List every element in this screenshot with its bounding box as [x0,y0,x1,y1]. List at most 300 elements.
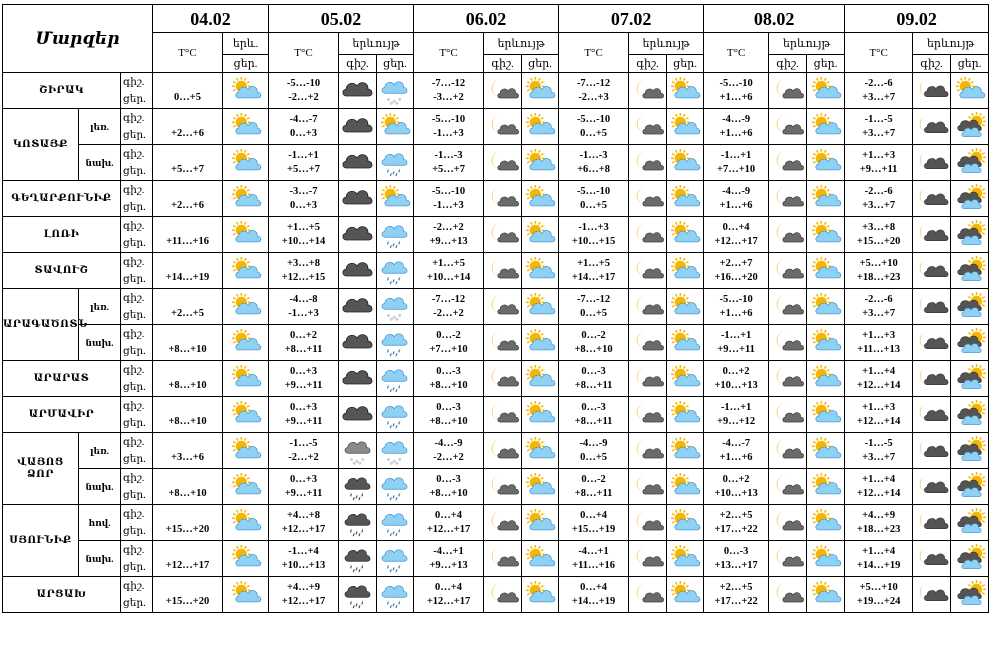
sun-cloud-dark-icon [953,508,987,538]
weather-cell [339,109,377,145]
moon-cloud-dark-icon [915,544,949,574]
time-of-day: գիշ. ցեր. [121,73,153,109]
sun-cloud-icon [229,76,263,106]
subregion-name: նախ. [79,325,121,361]
temp-cell: +3…+6 [153,433,223,469]
cloud-rain-snow-icon [378,148,412,178]
cloud-rain-icon [378,328,412,358]
region-name: ԳԵՂԱՐՔՈՒՆԻՔ [3,181,121,217]
weather-cell [522,217,559,253]
moon-cloud-icon [486,292,520,322]
sun-cloud-icon [523,112,557,142]
weather-cell [377,325,414,361]
moon-cloud-dark-icon [915,472,949,502]
sun-cloud-icon [668,256,702,286]
temp-cell: -5…-10 +1…+6 [704,73,769,109]
sun-cloud-icon [229,220,263,250]
region-name: ՇԻՐԱԿ [3,73,121,109]
weather-cell [223,253,269,289]
moon-cloud-icon [631,436,665,466]
weather-cell [807,217,845,253]
temp-cell: +1…+5 +14…+17 [559,253,629,289]
weather-cell [667,397,704,433]
sun-cloud-icon [668,148,702,178]
temp-cell: +1…+4 +14…+19 [845,541,913,577]
sun-cloud-icon [809,292,843,322]
sun-cloud-icon [229,148,263,178]
weather-cell [807,325,845,361]
sun-cloud-icon [523,76,557,106]
sun-cloud-dark-icon [953,400,987,430]
temp-cell: -1…+3 +10…+15 [559,217,629,253]
sky-header: երևույթ [913,33,989,55]
weather-cell [667,217,704,253]
weather-cell [913,145,951,181]
moon-cloud-icon [771,400,805,430]
weather-cell [223,577,269,613]
weather-cell [484,325,522,361]
weather-cell [377,217,414,253]
weather-cell [769,145,807,181]
moon-cloud-icon [631,292,665,322]
weather-cell [913,289,951,325]
weather-cell [667,505,704,541]
sun-cloud-icon [668,544,702,574]
temp-unit-header: T°C [269,33,339,73]
weather-cell [913,73,951,109]
table-row [3,181,989,217]
sun-cloud-dark-icon [953,472,987,502]
temp-cell: 0…+2 +10…+13 [704,469,769,505]
table-row [3,577,989,613]
table-row [3,289,989,325]
weather-cell [484,109,522,145]
temp-cell: +4…+9 +12…+17 [269,577,339,613]
sun-cloud-icon [229,436,263,466]
sun-cloud-icon [668,364,702,394]
temp-cell: -1…-3 +6…+8 [559,145,629,181]
moon-cloud-icon [631,76,665,106]
moon-cloud-dark-icon [915,364,949,394]
temp-cell: -5…-10 0…+5 [559,109,629,145]
cloud-dark-rain-icon [341,472,375,502]
moon-cloud-icon [486,148,520,178]
temp-cell: 0…+3 +9…+11 [269,469,339,505]
weather-cell [223,145,269,181]
table-row [3,541,989,577]
time-of-day: գիշ. ցեր. [121,217,153,253]
temp-cell: -2…-6 +3…+7 [845,181,913,217]
day-header: ցեր. [377,55,414,73]
moon-cloud-dark-icon [915,580,949,610]
weather-cell [522,73,559,109]
subregion-name: լեռ. [79,433,121,469]
weather-cell [377,541,414,577]
sun-cloud-icon [809,184,843,214]
weather-cell [951,217,989,253]
sun-cloud-icon [523,220,557,250]
weather-cell [629,73,667,109]
cloud-dark-icon [341,112,375,142]
weather-cell [484,361,522,397]
temp-cell: +15…+20 [153,577,223,613]
night-header: գիշ. [769,55,807,73]
region-name: ԿՈՏԱՅՔ [3,109,79,181]
weather-cell [769,217,807,253]
weather-cell [522,469,559,505]
sun-cloud-icon [668,220,702,250]
time-of-day: գիշ. ցեր. [121,541,153,577]
sun-cloud-dark-icon [953,220,987,250]
region-name: ԼՈՌԻ [3,217,121,253]
sun-cloud-icon [809,256,843,286]
weather-cell [951,325,989,361]
sun-cloud-icon [523,436,557,466]
weather-cell [223,505,269,541]
moon-cloud-dark-icon [915,508,949,538]
moon-cloud-icon [631,112,665,142]
temp-cell: +5…+7 [153,145,223,181]
moon-cloud-icon [771,472,805,502]
moon-cloud-dark-icon [915,400,949,430]
weather-cell [629,109,667,145]
moon-cloud-icon [486,220,520,250]
weather-cell [223,469,269,505]
temp-cell: 0…+4 +14…+19 [559,577,629,613]
time-of-day: գիշ. ցեր. [121,505,153,541]
moon-cloud-icon [486,328,520,358]
weather-cell [667,577,704,613]
cloud-snow-icon [378,76,412,106]
weather-cell [951,469,989,505]
weather-cell [913,325,951,361]
day-header: ցեր. [522,55,559,73]
weather-cell [807,361,845,397]
moon-cloud-icon [486,472,520,502]
weather-cell [522,361,559,397]
temp-cell: +1…+3 +11…+13 [845,325,913,361]
moon-cloud-icon [486,508,520,538]
cloud-dark-icon [341,400,375,430]
sun-cloud-icon [523,580,557,610]
weather-cell [339,217,377,253]
moon-cloud-icon [771,544,805,574]
weather-cell [377,73,414,109]
weather-cell [223,73,269,109]
temp-cell: -4…-9 0…+5 [559,433,629,469]
table-row [3,73,989,109]
sun-cloud-icon [523,292,557,322]
weather-cell [484,433,522,469]
weather-cell [522,577,559,613]
night-header: գիշ. [629,55,667,73]
weather-cell [913,541,951,577]
cloud-dark-rain-icon [341,508,375,538]
subregion-name: նախ. [79,145,121,181]
table-row [3,469,989,505]
weather-cell [484,577,522,613]
weather-cell [807,109,845,145]
weather-cell [629,217,667,253]
temp-cell: 0…+2 +8…+11 [269,325,339,361]
table-row [3,433,989,469]
temp-cell: -5…-10 0…+5 [559,181,629,217]
sun-cloud-dark-icon [953,436,987,466]
day-header: ցեր. [951,55,989,73]
moon-cloud-icon [771,184,805,214]
weather-cell [223,325,269,361]
temp-cell: -4…-9 +1…+6 [704,109,769,145]
weather-cell [951,541,989,577]
sun-cloud-icon [809,112,843,142]
weather-cell [667,433,704,469]
weather-cell [667,325,704,361]
weather-cell [339,433,377,469]
temp-cell: +8…+10 [153,469,223,505]
weather-cell [339,325,377,361]
moon-cloud-dark-icon [915,436,949,466]
temp-cell: 0…-3 +8…+10 [414,361,484,397]
night-header: գիշ. [339,55,377,73]
moon-cloud-icon [771,580,805,610]
sun-cloud-dark-icon [953,580,987,610]
temp-cell: +14…+19 [153,253,223,289]
sun-cloud-dark-icon [953,364,987,394]
sun-cloud-icon [523,256,557,286]
sun-cloud-icon [668,580,702,610]
weather-cell [484,73,522,109]
moon-cloud-icon [771,220,805,250]
weather-cell [667,289,704,325]
sun-cloud-dark-icon [953,292,987,322]
temp-cell: +2…+7 +16…+20 [704,253,769,289]
sun-cloud-icon [523,328,557,358]
sun-cloud-dark-icon [953,328,987,358]
cloud-dark-icon [341,148,375,178]
moon-cloud-icon [631,400,665,430]
moon-cloud-dark-icon [915,148,949,178]
moon-cloud-icon [771,508,805,538]
temp-cell: 0…-3 +8…+10 [414,397,484,433]
weather-cell [339,253,377,289]
cloud-snow-icon [378,436,412,466]
temp-cell: +2…+5 +17…+22 [704,577,769,613]
weather-cell [339,361,377,397]
weather-cell [522,253,559,289]
temp-cell: -4…-9 -2…+2 [414,433,484,469]
weather-cell [769,253,807,289]
sun-cloud-icon [809,508,843,538]
moon-cloud-icon [771,148,805,178]
temp-cell: +8…+10 [153,397,223,433]
subregion-name: հով. [79,505,121,541]
temp-cell: 0…+5 [153,73,223,109]
moon-cloud-icon [631,220,665,250]
moon-cloud-icon [486,184,520,214]
temp-cell: +2…+6 [153,181,223,217]
weather-cell [377,109,414,145]
weather-cell [913,433,951,469]
temp-cell: -2…+2 +9…+13 [414,217,484,253]
moon-cloud-icon [631,184,665,214]
weather-cell [769,397,807,433]
moon-cloud-icon [631,328,665,358]
sun-cloud-icon [229,580,263,610]
sun-cloud-icon [809,544,843,574]
weather-cell [484,397,522,433]
time-of-day: գիշ. ցեր. [121,289,153,325]
moon-cloud-icon [631,256,665,286]
sun-cloud-icon [668,184,702,214]
weather-cell [807,73,845,109]
weather-cell [807,253,845,289]
weather-cell [807,505,845,541]
night-header: գիշ. [484,55,522,73]
temp-cell: 0…-3 +13…+17 [704,541,769,577]
temp-cell: +3…+8 +15…+20 [845,217,913,253]
weather-cell [223,289,269,325]
weather-cell [629,145,667,181]
sun-cloud-icon [809,580,843,610]
weather-cell [807,397,845,433]
moon-cloud-icon [771,292,805,322]
temp-cell: +1…+4 +12…+14 [845,361,913,397]
temp-cell: -1…-3 +5…+7 [414,145,484,181]
weather-cell [913,217,951,253]
temp-cell: 0…-3 +8…+11 [559,397,629,433]
date-header: 07.02 [559,5,704,33]
date-header: 04.02 [153,5,269,33]
sun-cloud-icon [523,400,557,430]
temp-cell: 0…-3 +8…+11 [559,361,629,397]
time-of-day: գիշ. ցեր. [121,361,153,397]
weather-cell [951,181,989,217]
weather-cell [807,181,845,217]
table-row [3,217,989,253]
weather-cell [951,289,989,325]
moon-cloud-icon [631,544,665,574]
temp-cell: -1…+1 +7…+10 [704,145,769,181]
temp-cell: 0…-2 +8…+11 [559,469,629,505]
date-header: 08.02 [704,5,845,33]
temp-cell: +1…+5 +10…+14 [269,217,339,253]
cloud-rain-icon [378,508,412,538]
sun-cloud-icon [378,112,412,142]
weather-cell [807,469,845,505]
sun-cloud-icon [668,472,702,502]
date-header: 06.02 [414,5,559,33]
moon-cloud-icon [486,400,520,430]
weather-cell [484,253,522,289]
weather-cell [377,181,414,217]
weather-cell [769,469,807,505]
sun-cloud-icon [809,328,843,358]
weather-cell [629,577,667,613]
time-of-day: գիշ. ցեր. [121,433,153,469]
weather-cell [377,433,414,469]
weather-cell [913,397,951,433]
weather-cell [377,289,414,325]
weather-cell [339,397,377,433]
time-of-day: գիշ. ցեր. [121,577,153,613]
temp-cell: +2…+5 +17…+22 [704,505,769,541]
temp-cell: -1…+4 +10…+13 [269,541,339,577]
weather-cell [951,505,989,541]
temp-cell: +2…+6 [153,109,223,145]
sun-cloud-icon [809,436,843,466]
weather-cell [339,577,377,613]
weather-cell [377,253,414,289]
sun-cloud-dark-icon [953,112,987,142]
time-of-day: գիշ. ցեր. [121,145,153,181]
sun-cloud-icon [378,184,412,214]
weather-cell [951,361,989,397]
cloud-rain-icon [378,400,412,430]
cloud-rain-icon [378,256,412,286]
weather-cell [951,253,989,289]
sky-header: երևույթ [484,33,559,55]
weather-cell [667,109,704,145]
temp-cell: 0…-2 +7…+10 [414,325,484,361]
weather-cell [951,577,989,613]
sun-cloud-icon [229,184,263,214]
temp-cell: -7…-12 -3…+2 [414,73,484,109]
subregion-name: լեռ. [79,109,121,145]
temp-cell: +12…+17 [153,541,223,577]
temp-cell: -1…+1 +9…+11 [704,325,769,361]
sun-cloud-icon [668,436,702,466]
weather-cell [377,361,414,397]
weather-cell [667,181,704,217]
region-name: ԱՐՑԱԽ [3,577,121,613]
weather-cell [339,73,377,109]
weather-cell [667,145,704,181]
temp-cell: -4…-8 -1…+3 [269,289,339,325]
sun-cloud-icon [668,292,702,322]
temp-unit-header: T°C [559,33,629,73]
weather-cell [769,181,807,217]
weather-cell [807,145,845,181]
moon-cloud-icon [486,580,520,610]
time-of-day: գիշ. ցեր. [121,181,153,217]
region-name: ՎԱՅՈՑ ՁՈՐ [3,433,79,505]
temp-cell: +5…+10 +19…+24 [845,577,913,613]
weather-cell [339,145,377,181]
weather-cell [769,289,807,325]
moon-cloud-icon [631,148,665,178]
temp-cell: -4…-7 +1…+6 [704,433,769,469]
sky-header: երևույթ [769,33,845,55]
table-row [3,325,989,361]
weather-cell [913,361,951,397]
cloud-dark-icon [341,292,375,322]
sun-cloud-icon [523,148,557,178]
cloud-rain-icon [378,220,412,250]
weather-cell [951,145,989,181]
temp-cell: -7…-12 -2…+3 [559,73,629,109]
weather-cell [377,577,414,613]
temp-cell: 0…+2 +10…+13 [704,361,769,397]
temp-cell: -1…-5 -2…+2 [269,433,339,469]
cloud-dark-icon [341,220,375,250]
temp-cell: 0…-3 +8…+10 [414,469,484,505]
moon-cloud-icon [771,112,805,142]
temp-cell: +4…+9 +18…+23 [845,505,913,541]
weather-cell [339,541,377,577]
sun-cloud-dark-icon [953,256,987,286]
sun-cloud-icon [809,148,843,178]
sun-cloud-icon [809,400,843,430]
